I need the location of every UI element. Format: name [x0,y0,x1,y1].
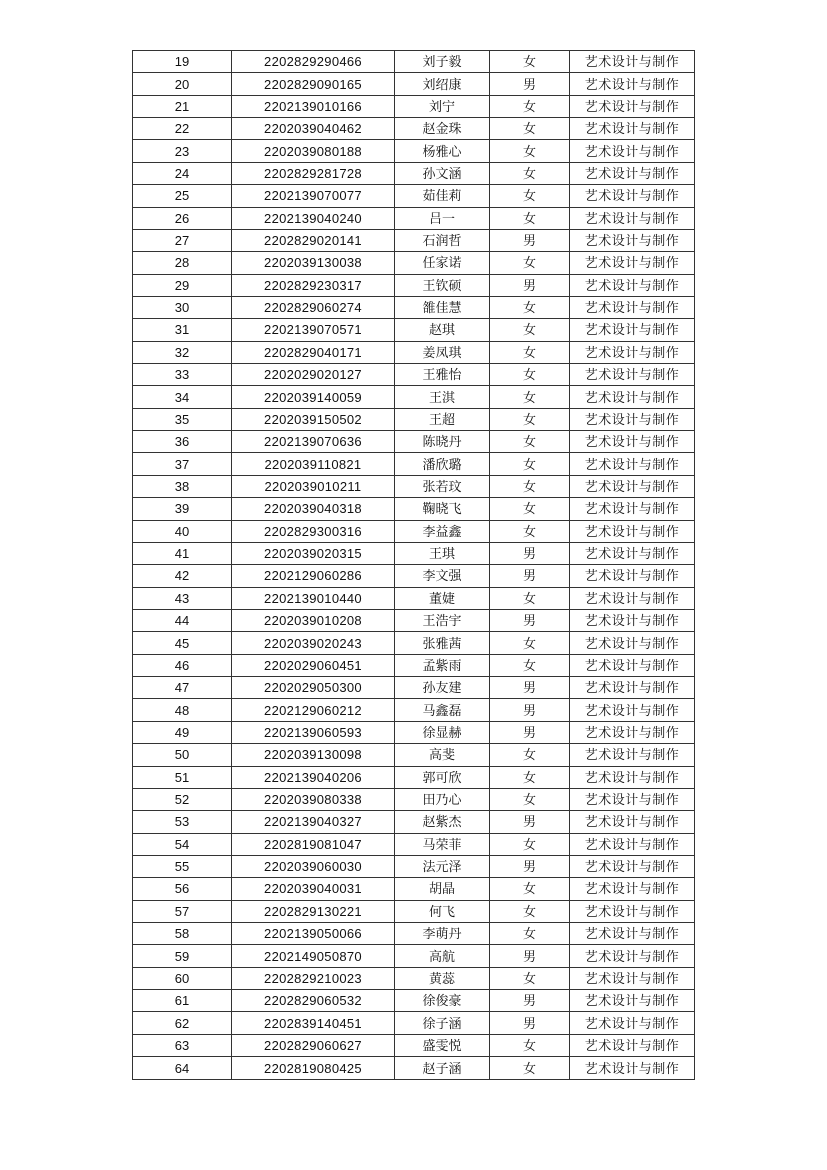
student-name-cell: 马荣菲 [395,833,490,855]
row-number-cell: 25 [133,185,232,207]
row-number-cell: 46 [133,654,232,676]
student-id-cell: 2202139070636 [232,431,395,453]
row-number-cell: 22 [133,118,232,140]
student-name-cell: 张雅茜 [395,632,490,654]
table-row [133,73,695,95]
student-id-cell: 2202139070571 [232,319,395,341]
major-cell: 艺术设计与制作 [570,386,695,408]
student-roster-table-body [133,51,695,1080]
student-name-cell: 赵紫杰 [395,811,490,833]
row-number-cell: 40 [133,520,232,542]
table-row [133,744,695,766]
table-row [133,364,695,386]
table-row [133,118,695,140]
gender-cell: 男 [490,811,570,833]
gender-cell: 女 [490,364,570,386]
major-cell: 艺术设计与制作 [570,1057,695,1080]
row-number-cell: 20 [133,73,232,95]
gender-cell: 女 [490,386,570,408]
student-name-cell: 石润哲 [395,229,490,251]
student-id-cell: 2202039060030 [232,855,395,877]
row-number-cell: 42 [133,565,232,587]
major-cell: 艺术设计与制作 [570,677,695,699]
gender-cell: 女 [490,140,570,162]
student-name-cell: 李萌丹 [395,923,490,945]
table-row [133,900,695,922]
table-row [133,51,695,73]
gender-cell: 女 [490,788,570,810]
table-row [133,185,695,207]
row-number-cell: 55 [133,855,232,877]
row-number-cell: 34 [133,386,232,408]
gender-cell: 男 [490,229,570,251]
student-name-cell: 李文强 [395,565,490,587]
major-cell: 艺术设计与制作 [570,252,695,274]
row-number-cell: 45 [133,632,232,654]
gender-cell: 女 [490,744,570,766]
row-number-cell: 26 [133,207,232,229]
major-cell: 艺术设计与制作 [570,811,695,833]
gender-cell: 男 [490,274,570,296]
student-name-cell: 黄蕊 [395,967,490,989]
row-number-cell: 30 [133,296,232,318]
student-id-cell: 2202029050300 [232,677,395,699]
gender-cell: 男 [490,565,570,587]
student-id-cell: 2202829230317 [232,274,395,296]
student-name-cell: 徐子涵 [395,1012,490,1034]
table-row [133,967,695,989]
gender-cell: 女 [490,341,570,363]
table-row [133,565,695,587]
gender-cell: 女 [490,296,570,318]
student-name-cell: 茹佳莉 [395,185,490,207]
row-number-cell: 35 [133,408,232,430]
student-name-cell: 董婕 [395,587,490,609]
table-row [133,609,695,631]
gender-cell: 女 [490,118,570,140]
student-name-cell: 王超 [395,408,490,430]
gender-cell: 男 [490,699,570,721]
gender-cell: 女 [490,833,570,855]
student-id-cell: 2202039020315 [232,542,395,564]
student-id-cell: 2202039140059 [232,386,395,408]
table-row [133,408,695,430]
table-row [133,431,695,453]
row-number-cell: 56 [133,878,232,900]
table-row [133,229,695,251]
table-row [133,923,695,945]
table-row [133,654,695,676]
student-id-cell: 2202139050066 [232,923,395,945]
major-cell: 艺术设计与制作 [570,1034,695,1056]
row-number-cell: 38 [133,475,232,497]
row-number-cell: 28 [133,252,232,274]
table-row [133,95,695,117]
gender-cell: 男 [490,1012,570,1034]
student-id-cell: 2202029060451 [232,654,395,676]
student-id-cell: 2202129060212 [232,699,395,721]
student-id-cell: 2202039110821 [232,453,395,475]
row-number-cell: 48 [133,699,232,721]
major-cell: 艺术设计与制作 [570,967,695,989]
row-number-cell: 49 [133,721,232,743]
student-name-cell: 高航 [395,945,490,967]
row-number-cell: 41 [133,542,232,564]
table-row [133,878,695,900]
gender-cell: 女 [490,207,570,229]
student-id-cell: 2202039080188 [232,140,395,162]
major-cell: 艺术设计与制作 [570,475,695,497]
row-number-cell: 58 [133,923,232,945]
gender-cell: 男 [490,855,570,877]
student-id-cell: 2202829060274 [232,296,395,318]
student-name-cell: 任家诺 [395,252,490,274]
student-name-cell: 李益鑫 [395,520,490,542]
major-cell: 艺术设计与制作 [570,95,695,117]
student-name-cell: 王浩宇 [395,609,490,631]
table-row [133,587,695,609]
major-cell: 艺术设计与制作 [570,185,695,207]
student-name-cell: 赵琪 [395,319,490,341]
gender-cell: 女 [490,95,570,117]
major-cell: 艺术设计与制作 [570,744,695,766]
student-name-cell: 鞠晓飞 [395,498,490,520]
major-cell: 艺术设计与制作 [570,587,695,609]
gender-cell: 女 [490,431,570,453]
row-number-cell: 53 [133,811,232,833]
major-cell: 艺术设计与制作 [570,721,695,743]
student-name-cell: 徐显赫 [395,721,490,743]
student-name-cell: 潘欣璐 [395,453,490,475]
major-cell: 艺术设计与制作 [570,73,695,95]
table-row [133,274,695,296]
major-cell: 艺术设计与制作 [570,319,695,341]
major-cell: 艺术设计与制作 [570,140,695,162]
row-number-cell: 61 [133,990,232,1012]
row-number-cell: 62 [133,1012,232,1034]
row-number-cell: 47 [133,677,232,699]
student-name-cell: 徐俊豪 [395,990,490,1012]
major-cell: 艺术设计与制作 [570,364,695,386]
gender-cell: 男 [490,542,570,564]
gender-cell: 女 [490,632,570,654]
table-row [133,945,695,967]
student-id-cell: 2202039080338 [232,788,395,810]
major-cell: 艺术设计与制作 [570,654,695,676]
table-row [133,386,695,408]
student-id-cell: 2202139040240 [232,207,395,229]
student-name-cell: 王雅怡 [395,364,490,386]
major-cell: 艺术设计与制作 [570,565,695,587]
student-id-cell: 2202039130038 [232,252,395,274]
gender-cell: 男 [490,73,570,95]
student-name-cell: 杨雅心 [395,140,490,162]
student-name-cell: 马鑫磊 [395,699,490,721]
student-id-cell: 2202039040031 [232,878,395,900]
major-cell: 艺术设计与制作 [570,609,695,631]
table-row [133,252,695,274]
student-name-cell: 郭可欣 [395,766,490,788]
student-id-cell: 2202819080425 [232,1057,395,1080]
major-cell: 艺术设计与制作 [570,923,695,945]
student-id-cell: 2202829210023 [232,967,395,989]
student-name-cell: 胡晶 [395,878,490,900]
student-name-cell: 高斐 [395,744,490,766]
student-name-cell: 王钦硕 [395,274,490,296]
student-name-cell: 法元泽 [395,855,490,877]
gender-cell: 女 [490,453,570,475]
row-number-cell: 50 [133,744,232,766]
major-cell: 艺术设计与制作 [570,1012,695,1034]
student-id-cell: 2202829281728 [232,162,395,184]
table-row [133,162,695,184]
major-cell: 艺术设计与制作 [570,51,695,73]
row-number-cell: 24 [133,162,232,184]
student-id-cell: 2202839140451 [232,1012,395,1034]
row-number-cell: 29 [133,274,232,296]
gender-cell: 女 [490,475,570,497]
major-cell: 艺术设计与制作 [570,431,695,453]
gender-cell: 女 [490,878,570,900]
table-row [133,788,695,810]
row-number-cell: 31 [133,319,232,341]
major-cell: 艺术设计与制作 [570,900,695,922]
table-row [133,341,695,363]
student-id-cell: 2202829020141 [232,229,395,251]
gender-cell: 女 [490,587,570,609]
gender-cell: 女 [490,252,570,274]
table-row [133,855,695,877]
table-row [133,677,695,699]
student-id-cell: 2202139060593 [232,721,395,743]
row-number-cell: 52 [133,788,232,810]
table-row [133,498,695,520]
student-id-cell: 2202829090165 [232,73,395,95]
student-name-cell: 孟紫雨 [395,654,490,676]
row-number-cell: 27 [133,229,232,251]
student-name-cell: 王淇 [395,386,490,408]
row-number-cell: 44 [133,609,232,631]
major-cell: 艺术设计与制作 [570,833,695,855]
gender-cell: 女 [490,967,570,989]
gender-cell: 女 [490,408,570,430]
student-id-cell: 2202149050870 [232,945,395,967]
row-number-cell: 54 [133,833,232,855]
gender-cell: 男 [490,945,570,967]
table-row [133,475,695,497]
student-id-cell: 2202829060627 [232,1034,395,1056]
table-row [133,721,695,743]
major-cell: 艺术设计与制作 [570,453,695,475]
row-number-cell: 43 [133,587,232,609]
gender-cell: 女 [490,162,570,184]
row-number-cell: 32 [133,341,232,363]
major-cell: 艺术设计与制作 [570,788,695,810]
major-cell: 艺术设计与制作 [570,855,695,877]
student-name-cell: 赵子涵 [395,1057,490,1080]
gender-cell: 男 [490,609,570,631]
student-id-cell: 2202819081047 [232,833,395,855]
gender-cell: 女 [490,498,570,520]
table-row [133,1057,695,1080]
major-cell: 艺术设计与制作 [570,542,695,564]
major-cell: 艺术设计与制作 [570,274,695,296]
table-row [133,296,695,318]
table-row [133,699,695,721]
table-row [133,1034,695,1056]
row-number-cell: 51 [133,766,232,788]
gender-cell: 女 [490,1034,570,1056]
table-row [133,632,695,654]
student-id-cell: 2202129060286 [232,565,395,587]
row-number-cell: 63 [133,1034,232,1056]
gender-cell: 女 [490,654,570,676]
student-id-cell: 2202139010166 [232,95,395,117]
gender-cell: 女 [490,766,570,788]
student-name-cell: 赵金珠 [395,118,490,140]
table-row [133,766,695,788]
table-row [133,1012,695,1034]
row-number-cell: 23 [133,140,232,162]
row-number-cell: 36 [133,431,232,453]
student-id-cell: 2202139040327 [232,811,395,833]
table-row [133,833,695,855]
row-number-cell: 57 [133,900,232,922]
student-id-cell: 2202039150502 [232,408,395,430]
table-row [133,990,695,1012]
table-row [133,140,695,162]
student-id-cell: 2202829290466 [232,51,395,73]
student-id-cell: 2202039040318 [232,498,395,520]
row-number-cell: 19 [133,51,232,73]
student-name-cell: 何飞 [395,900,490,922]
major-cell: 艺术设计与制作 [570,766,695,788]
major-cell: 艺术设计与制作 [570,162,695,184]
student-name-cell: 吕一 [395,207,490,229]
student-name-cell: 陈晓丹 [395,431,490,453]
table-row [133,319,695,341]
student-name-cell: 孙友建 [395,677,490,699]
table-row [133,453,695,475]
gender-cell: 女 [490,319,570,341]
major-cell: 艺术设计与制作 [570,498,695,520]
table-row [133,520,695,542]
student-id-cell: 2202139040206 [232,766,395,788]
gender-cell: 男 [490,990,570,1012]
row-number-cell: 33 [133,364,232,386]
gender-cell: 女 [490,900,570,922]
major-cell: 艺术设计与制作 [570,341,695,363]
major-cell: 艺术设计与制作 [570,699,695,721]
student-name-cell: 雒佳慧 [395,296,490,318]
row-number-cell: 59 [133,945,232,967]
student-name-cell: 盛雯悦 [395,1034,490,1056]
major-cell: 艺术设计与制作 [570,229,695,251]
gender-cell: 女 [490,520,570,542]
row-number-cell: 64 [133,1057,232,1080]
table-row [133,811,695,833]
student-name-cell: 张若玟 [395,475,490,497]
student-id-cell: 2202829130221 [232,900,395,922]
row-number-cell: 21 [133,95,232,117]
student-id-cell: 2202039010208 [232,609,395,631]
student-id-cell: 2202829040171 [232,341,395,363]
student-name-cell: 姜凤琪 [395,341,490,363]
student-name-cell: 刘子毅 [395,51,490,73]
gender-cell: 男 [490,677,570,699]
student-roster-table [132,50,695,1080]
row-number-cell: 37 [133,453,232,475]
major-cell: 艺术设计与制作 [570,945,695,967]
major-cell: 艺术设计与制作 [570,207,695,229]
student-id-cell: 2202039020243 [232,632,395,654]
gender-cell: 女 [490,185,570,207]
gender-cell: 女 [490,1057,570,1080]
student-id-cell: 2202829300316 [232,520,395,542]
major-cell: 艺术设计与制作 [570,878,695,900]
student-name-cell: 刘绍康 [395,73,490,95]
student-id-cell: 2202039010211 [232,475,395,497]
major-cell: 艺术设计与制作 [570,632,695,654]
major-cell: 艺术设计与制作 [570,520,695,542]
row-number-cell: 60 [133,967,232,989]
row-number-cell: 39 [133,498,232,520]
gender-cell: 男 [490,721,570,743]
gender-cell: 女 [490,923,570,945]
student-id-cell: 2202829060532 [232,990,395,1012]
student-name-cell: 田乃心 [395,788,490,810]
student-name-cell: 王琪 [395,542,490,564]
student-id-cell: 2202139070077 [232,185,395,207]
student-id-cell: 2202039040462 [232,118,395,140]
table-row [133,207,695,229]
table-row [133,542,695,564]
student-id-cell: 2202039130098 [232,744,395,766]
major-cell: 艺术设计与制作 [570,990,695,1012]
gender-cell: 女 [490,51,570,73]
student-name-cell: 刘宁 [395,95,490,117]
major-cell: 艺术设计与制作 [570,118,695,140]
student-name-cell: 孙文涵 [395,162,490,184]
student-id-cell: 2202139010440 [232,587,395,609]
major-cell: 艺术设计与制作 [570,408,695,430]
student-id-cell: 2202029020127 [232,364,395,386]
major-cell: 艺术设计与制作 [570,296,695,318]
